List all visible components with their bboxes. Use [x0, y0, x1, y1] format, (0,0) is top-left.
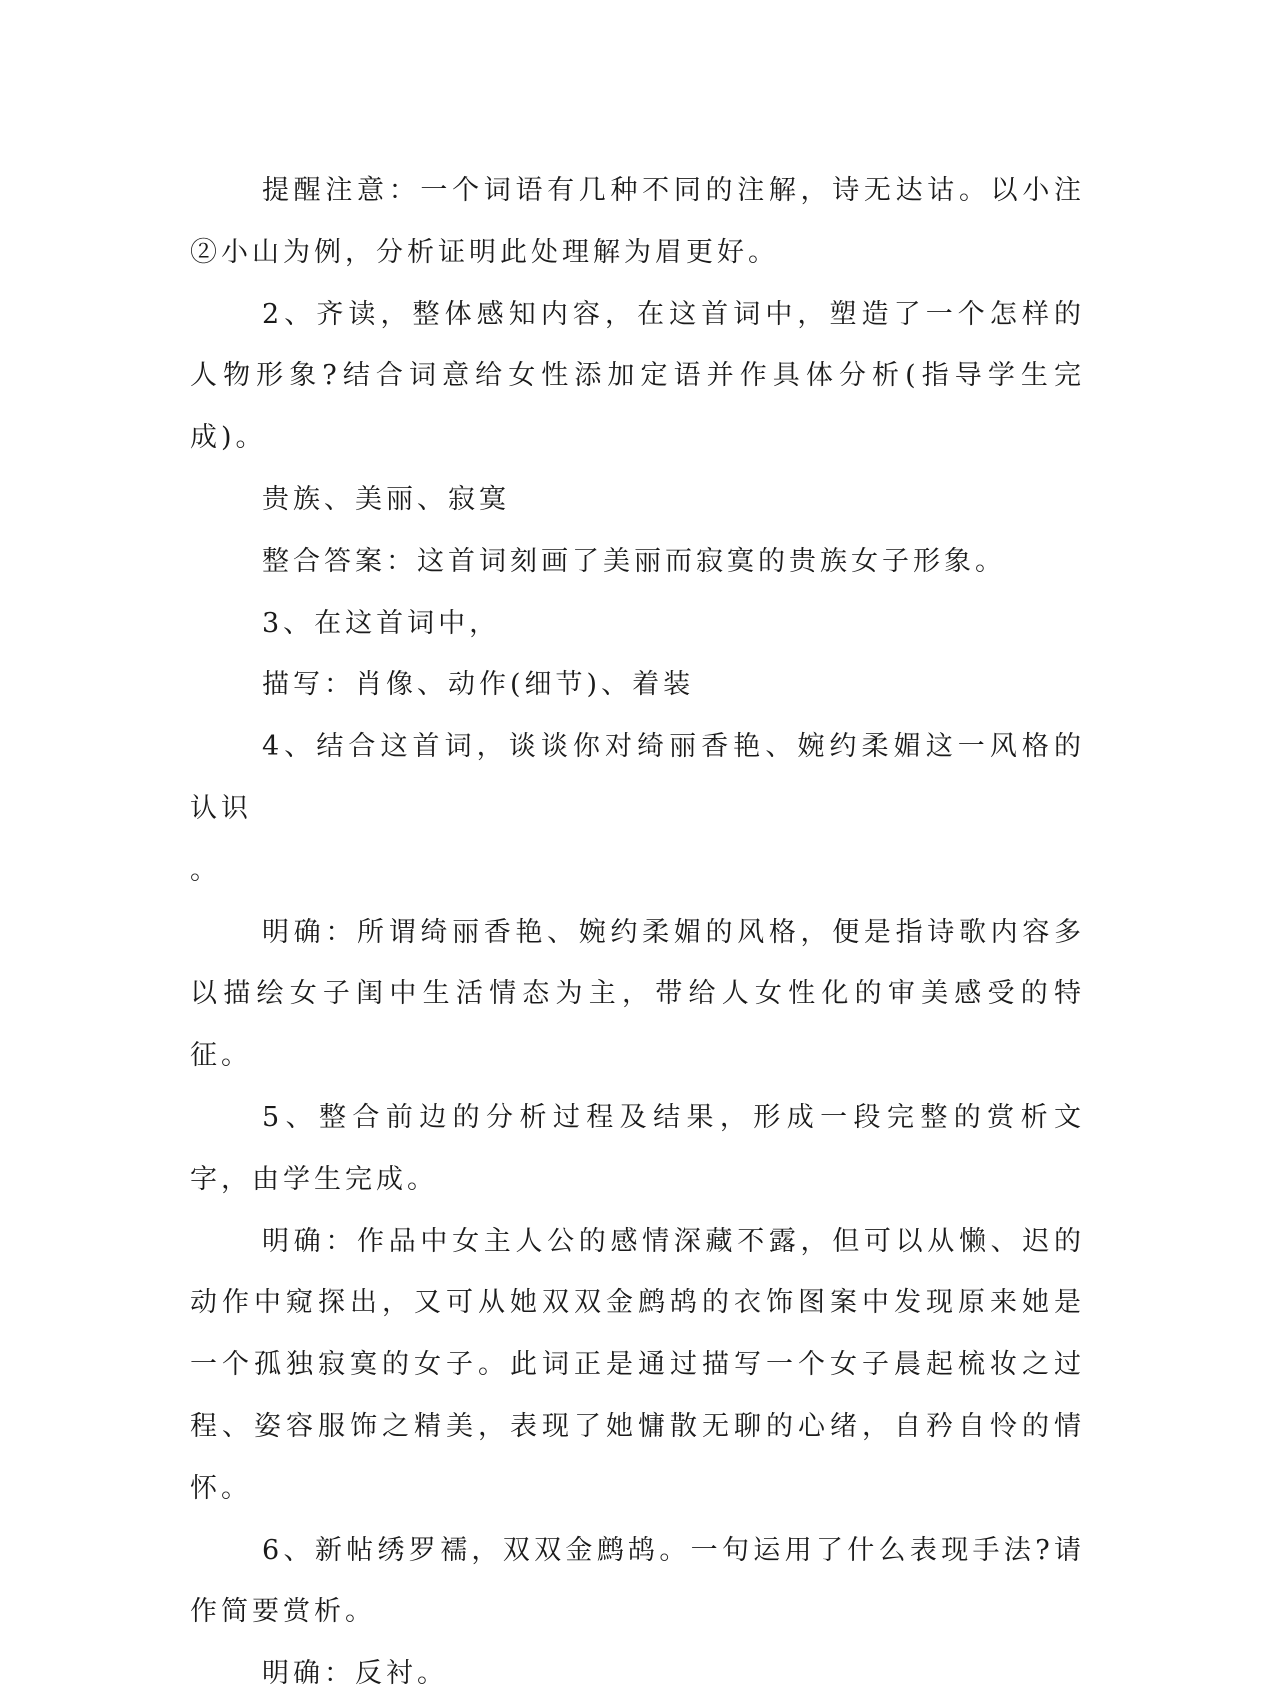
- paragraph-clarify-5: 明确：作品中女主人公的感情深藏不露，但可以从懒、迟的动作中窥探出，又可从她双双金鹧鸪的衣饰图案中发现原来她是一个孤独寂寞的女子。此词正是通过描写一个女子晨起梳妆之过程、姿容服饰之精美，表现了她慵散无聊的心绪，自矜自怜的情怀。: [190, 1225, 1085, 1504]
- paragraph-keywords: 贵族、美丽、寂寞: [262, 483, 510, 515]
- paragraph-question-4: 4、结合这首词，谈谈你对绮丽香艳、婉约柔媚这一风格的认识: [190, 731, 1085, 824]
- paragraph-clarify-6: 明确：反衬。: [262, 1658, 448, 1690]
- paragraph-period: 。: [190, 854, 221, 886]
- paragraph-question-6: 6、新帖绣罗襦，双双金鹧鸪。一句运用了什么表现手法?请作简要赏析。: [190, 1534, 1085, 1628]
- paragraph-description: 描写：肖像、动作(细节)、着装: [262, 669, 695, 701]
- paragraph-answer: 整合答案：这首词刻画了美丽而寂寞的贵族女子形象。: [262, 545, 1006, 577]
- paragraph-clarify-4: 明确：所谓绮丽香艳、婉约柔媚的风格，便是指诗歌内容多以描绘女子闺中生活情态为主，带给人女性化的审美感受的特征。: [190, 916, 1085, 1072]
- paragraph-note: 提醒注意：一个词语有几种不同的注解，诗无达诂。以小注②小山为例，分析证明此处理解为眉更好。: [190, 175, 1085, 268]
- paragraph-question-3: 3、在这首词中，: [262, 607, 501, 639]
- paragraph-question-2: 2、齐读，整体感知内容，在这首词中，塑造了一个怎样的人物形象?结合词意给女性添加定语并作具体分析(指导学生完成)。: [190, 298, 1085, 454]
- paragraph-question-5: 5、整合前边的分析过程及结果，形成一段完整的赏析文字，由学生完成。: [190, 1101, 1085, 1195]
- document-body: [190, 160, 1085, 1705]
